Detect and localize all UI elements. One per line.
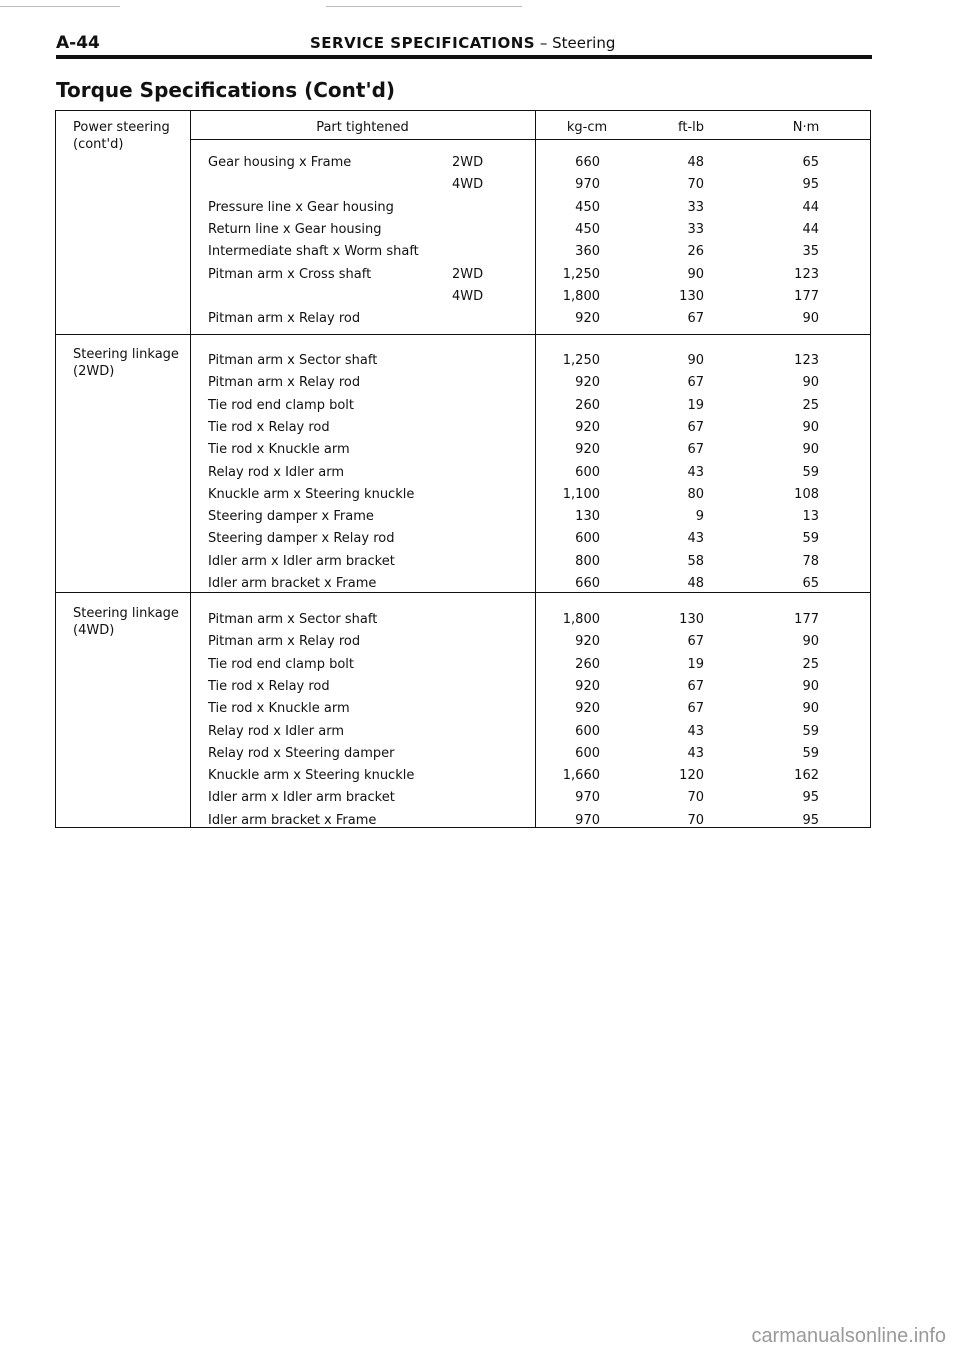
part-name: Idler arm x Idler arm bracket (208, 790, 395, 806)
value-kgcm: 660 (575, 576, 600, 591)
value-kgcm: 130 (575, 509, 600, 525)
header-rule (56, 55, 872, 59)
value-ftlb: 43 (687, 745, 704, 761)
page-header (56, 33, 872, 57)
part-name: Knuckle arm x Steering knuckle (208, 486, 415, 502)
value-nm: 95 (802, 790, 819, 806)
part-name: Knuckle arm x Steering knuckle (208, 768, 415, 784)
value-kgcm: 450 (575, 199, 600, 215)
value-kgcm: 600 (575, 464, 600, 480)
value-kgcm: 450 (575, 221, 600, 237)
value-nm: 90 (802, 701, 819, 717)
part-name: Pressure line x Gear housing (208, 199, 394, 215)
drive-variant: 4WD (452, 177, 484, 193)
value-kgcm: 920 (575, 419, 600, 435)
part-name: Idler arm bracket x Frame (208, 576, 377, 591)
part-name: Relay rod x Idler arm (208, 464, 344, 480)
column-header-ftlb: ft-lb (678, 120, 704, 135)
value-nm: 59 (802, 531, 819, 547)
part-name: Idler arm x Idler arm bracket (208, 553, 395, 569)
value-kgcm: 600 (575, 531, 600, 547)
value-ftlb: 80 (687, 486, 704, 502)
drive-variant: 2WD (452, 266, 484, 282)
value-nm: 65 (802, 576, 819, 591)
value-ftlb: 90 (687, 353, 704, 368)
value-kgcm: 1,100 (562, 486, 600, 502)
value-nm: 177 (794, 288, 819, 304)
value-nm: 35 (802, 244, 819, 260)
group-label: Steering linkage (73, 347, 179, 362)
value-ftlb: 130 (679, 612, 704, 627)
value-ftlb: 67 (687, 442, 704, 458)
value-ftlb: 19 (687, 397, 704, 413)
value-ftlb: 67 (687, 375, 704, 391)
value-ftlb: 67 (687, 678, 704, 694)
value-kgcm: 1,250 (562, 266, 600, 282)
part-name: Idler arm bracket x Frame (208, 812, 377, 828)
value-ftlb: 33 (687, 199, 704, 215)
value-kgcm: 1,800 (562, 288, 600, 304)
value-nm: 90 (802, 419, 819, 435)
torque-spec-table (55, 110, 871, 828)
scan-line (0, 6, 120, 7)
group-divider (56, 592, 870, 593)
value-ftlb: 70 (687, 790, 704, 806)
value-ftlb: 48 (687, 576, 704, 591)
part-name: Tie rod end clamp bolt (208, 656, 354, 672)
part-name: Pitman arm x Sector shaft (208, 353, 378, 368)
value-kgcm: 970 (575, 790, 600, 806)
value-ftlb: 130 (679, 288, 704, 304)
value-ftlb: 70 (687, 812, 704, 828)
value-nm: 90 (802, 634, 819, 650)
value-ftlb: 67 (687, 311, 704, 327)
value-nm: 44 (802, 221, 819, 237)
part-name: Pitman arm x Relay rod (208, 375, 361, 391)
part-name: Tie rod x Knuckle arm (208, 442, 350, 458)
part-name: Intermediate shaft x Worm shaft (208, 244, 419, 260)
part-name: Pitman arm x Sector shaft (208, 612, 378, 627)
value-ftlb: 58 (687, 553, 704, 569)
value-kgcm: 260 (575, 656, 600, 672)
group-label: (2WD) (73, 364, 115, 379)
part-name: Return line x Gear housing (208, 221, 382, 237)
value-ftlb: 67 (687, 634, 704, 650)
part-name: Relay rod x Steering damper (208, 745, 395, 761)
value-nm: 13 (802, 509, 819, 525)
value-kgcm: 1,250 (562, 353, 600, 368)
section-title (310, 34, 615, 52)
value-ftlb: 48 (687, 155, 704, 170)
value-nm: 65 (802, 155, 819, 170)
value-kgcm: 1,660 (562, 768, 600, 784)
value-nm: 90 (802, 311, 819, 327)
value-ftlb: 90 (687, 266, 704, 282)
page-number: A-44 (56, 33, 100, 53)
part-name: Tie rod x Relay rod (208, 678, 330, 694)
value-ftlb: 43 (687, 723, 704, 739)
value-nm: 78 (802, 553, 819, 569)
value-nm: 123 (794, 353, 819, 368)
group-divider (56, 334, 870, 335)
column-divider (190, 111, 191, 827)
part-name: Pitman arm x Cross shaft (208, 266, 372, 282)
value-nm: 90 (802, 375, 819, 391)
value-kgcm: 920 (575, 701, 600, 717)
value-nm: 95 (802, 812, 819, 828)
part-name: Tie rod x Relay rod (208, 419, 330, 435)
value-kgcm: 800 (575, 553, 600, 569)
value-nm: 59 (802, 745, 819, 761)
value-kgcm: 600 (575, 723, 600, 739)
group-label: Power steering (73, 120, 170, 135)
part-name: Steering damper x Frame (208, 509, 374, 525)
part-name: Tie rod end clamp bolt (208, 397, 354, 413)
drive-variant: 4WD (452, 288, 484, 304)
value-nm: 90 (802, 442, 819, 458)
page-title: Torque Specifications (Cont'd) (56, 78, 396, 102)
value-ftlb: 67 (687, 419, 704, 435)
value-kgcm: 600 (575, 745, 600, 761)
value-kgcm: 920 (575, 311, 600, 327)
value-kgcm: 260 (575, 397, 600, 413)
value-ftlb: 67 (687, 701, 704, 717)
value-nm: 90 (802, 678, 819, 694)
value-kgcm: 1,800 (562, 612, 600, 627)
section-sub: – Steering (539, 34, 616, 52)
value-nm: 44 (802, 199, 819, 215)
group-label: (cont'd) (73, 137, 124, 152)
value-nm: 95 (802, 177, 819, 193)
value-nm: 108 (794, 486, 819, 502)
value-kgcm: 970 (575, 177, 600, 193)
value-ftlb: 70 (687, 177, 704, 193)
group-label: Steering linkage (73, 606, 179, 621)
section-main: SERVICE SPECIFICATIONS (310, 34, 536, 52)
drive-variant: 2WD (452, 155, 484, 170)
value-nm: 177 (794, 612, 819, 627)
value-ftlb: 9 (695, 509, 704, 525)
header-divider (190, 139, 870, 140)
column-header-kgcm: kg-cm (566, 120, 608, 135)
value-nm: 123 (794, 266, 819, 282)
part-name: Tie rod x Knuckle arm (208, 701, 350, 717)
value-ftlb: 33 (687, 221, 704, 237)
value-ftlb: 43 (687, 531, 704, 547)
value-kgcm: 920 (575, 375, 600, 391)
group-label: (4WD) (73, 623, 115, 638)
part-name: Pitman arm x Relay rod (208, 311, 361, 327)
value-kgcm: 920 (575, 442, 600, 458)
column-header-part: Part tightened (316, 120, 409, 135)
value-ftlb: 19 (687, 656, 704, 672)
scan-line (326, 6, 522, 7)
part-name: Steering damper x Relay rod (208, 531, 395, 547)
value-kgcm: 970 (575, 812, 600, 828)
value-kgcm: 920 (575, 678, 600, 694)
value-nm: 59 (802, 464, 819, 480)
value-kgcm: 920 (575, 634, 600, 650)
part-name: Gear housing x Frame (208, 155, 352, 170)
value-nm: 59 (802, 723, 819, 739)
value-ftlb: 43 (687, 464, 704, 480)
column-header-nm: N·m (792, 120, 820, 135)
part-name: Pitman arm x Relay rod (208, 634, 361, 650)
value-ftlb: 26 (687, 244, 704, 260)
value-kgcm: 360 (575, 244, 600, 260)
value-nm: 25 (802, 656, 819, 672)
value-nm: 25 (802, 397, 819, 413)
value-nm: 162 (794, 768, 819, 784)
value-kgcm: 660 (575, 155, 600, 170)
value-ftlb: 120 (679, 768, 704, 784)
part-name: Relay rod x Idler arm (208, 723, 344, 739)
watermark: carmanualsonline.info (751, 1325, 946, 1347)
